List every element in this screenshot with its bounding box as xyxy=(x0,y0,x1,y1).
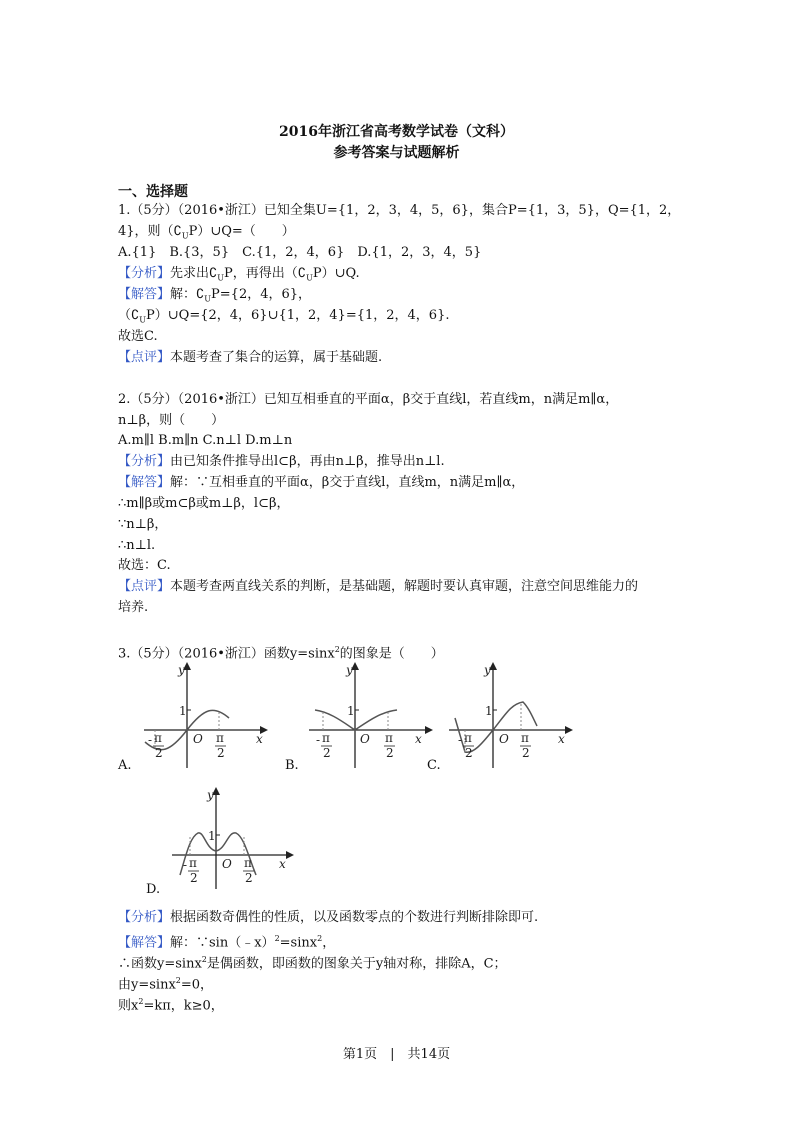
svg-text:-: - xyxy=(183,858,188,872)
svg-text:O: O xyxy=(222,857,232,871)
svg-text:π: π xyxy=(189,856,197,870)
q3-answer: 【解答】解：∵sin（﹣x）$^2$=sinx$^2$， xyxy=(118,934,336,951)
q2-stem-line2: n⊥β，则（ ） xyxy=(118,413,225,428)
graph-a xyxy=(140,660,270,772)
section-heading: 一、选择题 xyxy=(118,184,188,200)
answer-tag: 【解答】 xyxy=(118,475,171,490)
graph-a-label: A. xyxy=(118,758,132,773)
svg-text:π: π xyxy=(464,731,472,745)
page-footer: 第1页 | 共14页 xyxy=(342,1047,451,1062)
q3-step2: 由y=sinx$^2$=0， xyxy=(118,976,214,993)
q1-answer: 【解答】解：$∁_UP=\{2$，4，6}， xyxy=(118,287,312,304)
svg-text:π: π xyxy=(154,731,162,745)
svg-text:2: 2 xyxy=(465,746,473,760)
graph-c-label: C. xyxy=(427,758,441,773)
svg-text:1: 1 xyxy=(485,704,493,718)
analysis-tag: 【分析】 xyxy=(118,454,171,469)
svg-text:O: O xyxy=(360,732,370,746)
q3-analysis: 【分析】根据函数奇偶性的性质，以及函数零点的个数进行判断排除即可. xyxy=(118,910,539,925)
svg-text:2: 2 xyxy=(217,746,225,760)
svg-text:π: π xyxy=(322,731,330,745)
svg-text:1: 1 xyxy=(208,829,216,843)
q1-comment: 【点评】本题考查了集合的运算，属于基础题. xyxy=(118,350,383,365)
q1-options: A.{1} B.{3，5} C.{1，2，4，6} D.{1，2，3，4，5} xyxy=(118,245,482,260)
analysis-tag: 【分析】 xyxy=(118,266,171,281)
graph-b-label: B. xyxy=(285,758,299,773)
svg-text:1: 1 xyxy=(179,704,187,718)
graph-d xyxy=(168,785,298,895)
svg-text:y: y xyxy=(178,663,185,677)
page-title: 2016年浙江省高考数学试卷（文科） xyxy=(279,124,514,140)
analysis-tag: 【分析】 xyxy=(118,910,171,925)
q1-analysis: 【分析】先求出$∁_UP$，再得出$(∁_UP)\cup Q$. xyxy=(118,266,360,283)
svg-text:y: y xyxy=(484,663,491,677)
q2-analysis: 【分析】由已知条件推导出l⊂β，再由n⊥β，推导出n⊥l. xyxy=(118,454,445,469)
q2-choice: 故选：C. xyxy=(118,558,171,573)
svg-text:-: - xyxy=(316,733,321,747)
q1-choice: 故选C. xyxy=(118,329,158,344)
q3-stem: 3.（5分）（2016•浙江）函数y=sinx$^2$的图象是（ ） xyxy=(118,645,444,662)
svg-text:π: π xyxy=(216,731,224,745)
answer-tag: 【解答】 xyxy=(118,287,171,302)
graph-c xyxy=(445,660,575,772)
svg-text:2: 2 xyxy=(155,746,163,760)
svg-text:y: y xyxy=(207,788,214,802)
svg-text:2: 2 xyxy=(190,871,198,885)
svg-text:O: O xyxy=(499,732,509,746)
q2-answer: 【解答】解：∵互相垂直的平面α，β交于直线l，直线m，n满足m∥α， xyxy=(118,475,525,490)
svg-text:-: - xyxy=(148,733,153,747)
q1-stem-line1: 1.（5分）（2016•浙江）已知全集U={1，2，3，4，5，6}，集合P={1，3，5}，Q={1，2， xyxy=(118,203,681,218)
svg-text:π: π xyxy=(521,731,529,745)
q3-step3: 则$x^2=k\pi$，k≥0， xyxy=(118,997,224,1014)
svg-text:x: x xyxy=(415,732,422,746)
q2-stem-line1: 2.（5分）（2016•浙江）已知互相垂直的平面α，β交于直线l，若直线m，n满足m∥α， xyxy=(118,392,619,407)
q1-step: $(∁_UP)\cup Q=\{2$，4，6}∪{1，2，4}={1，2，4，6}. xyxy=(118,308,450,325)
svg-text:y: y xyxy=(346,663,353,677)
svg-text:2: 2 xyxy=(522,746,530,760)
svg-text:π: π xyxy=(385,731,393,745)
q2-comment: 【点评】本题考查两直线关系的判断，是基础题，解题时要认真审题，注意空间思维能力的 xyxy=(118,579,639,594)
svg-text:-: - xyxy=(458,733,463,747)
svg-text:2: 2 xyxy=(245,871,253,885)
answer-tag: 【解答】 xyxy=(118,935,171,951)
comment-tag: 【点评】 xyxy=(118,579,171,594)
graph-b xyxy=(305,660,435,772)
svg-text:2: 2 xyxy=(323,746,331,760)
q2-comment-cont: 培养. xyxy=(118,600,149,615)
svg-text:x: x xyxy=(279,857,286,871)
comment-tag: 【点评】 xyxy=(118,350,171,365)
svg-text:π: π xyxy=(244,856,252,870)
q2-step1: ∴m∥β或m⊂β或m⊥β，l⊂β， xyxy=(118,496,290,511)
q2-options: A.m∥l B.m∥n C.n⊥l D.m⊥n xyxy=(118,433,293,448)
page-subtitle: 参考答案与试题解析 xyxy=(333,145,460,161)
svg-text:x: x xyxy=(558,732,565,746)
q2-step3: ∴n⊥l. xyxy=(118,538,156,553)
q3-step1: ∴函数y=sinx$^2$是偶函数，即函数的图象关于y轴对称，排除A，C； xyxy=(118,955,507,972)
svg-text:x: x xyxy=(256,732,263,746)
q2-step2: ∵n⊥β， xyxy=(118,517,168,532)
svg-text:2: 2 xyxy=(386,746,394,760)
svg-text:1: 1 xyxy=(347,704,355,718)
q1-stem-line2: 4}，则$(∁_UP)\cup Q=$（ ） xyxy=(118,224,295,241)
graph-d-label: D. xyxy=(146,882,161,897)
svg-text:O: O xyxy=(193,732,203,746)
